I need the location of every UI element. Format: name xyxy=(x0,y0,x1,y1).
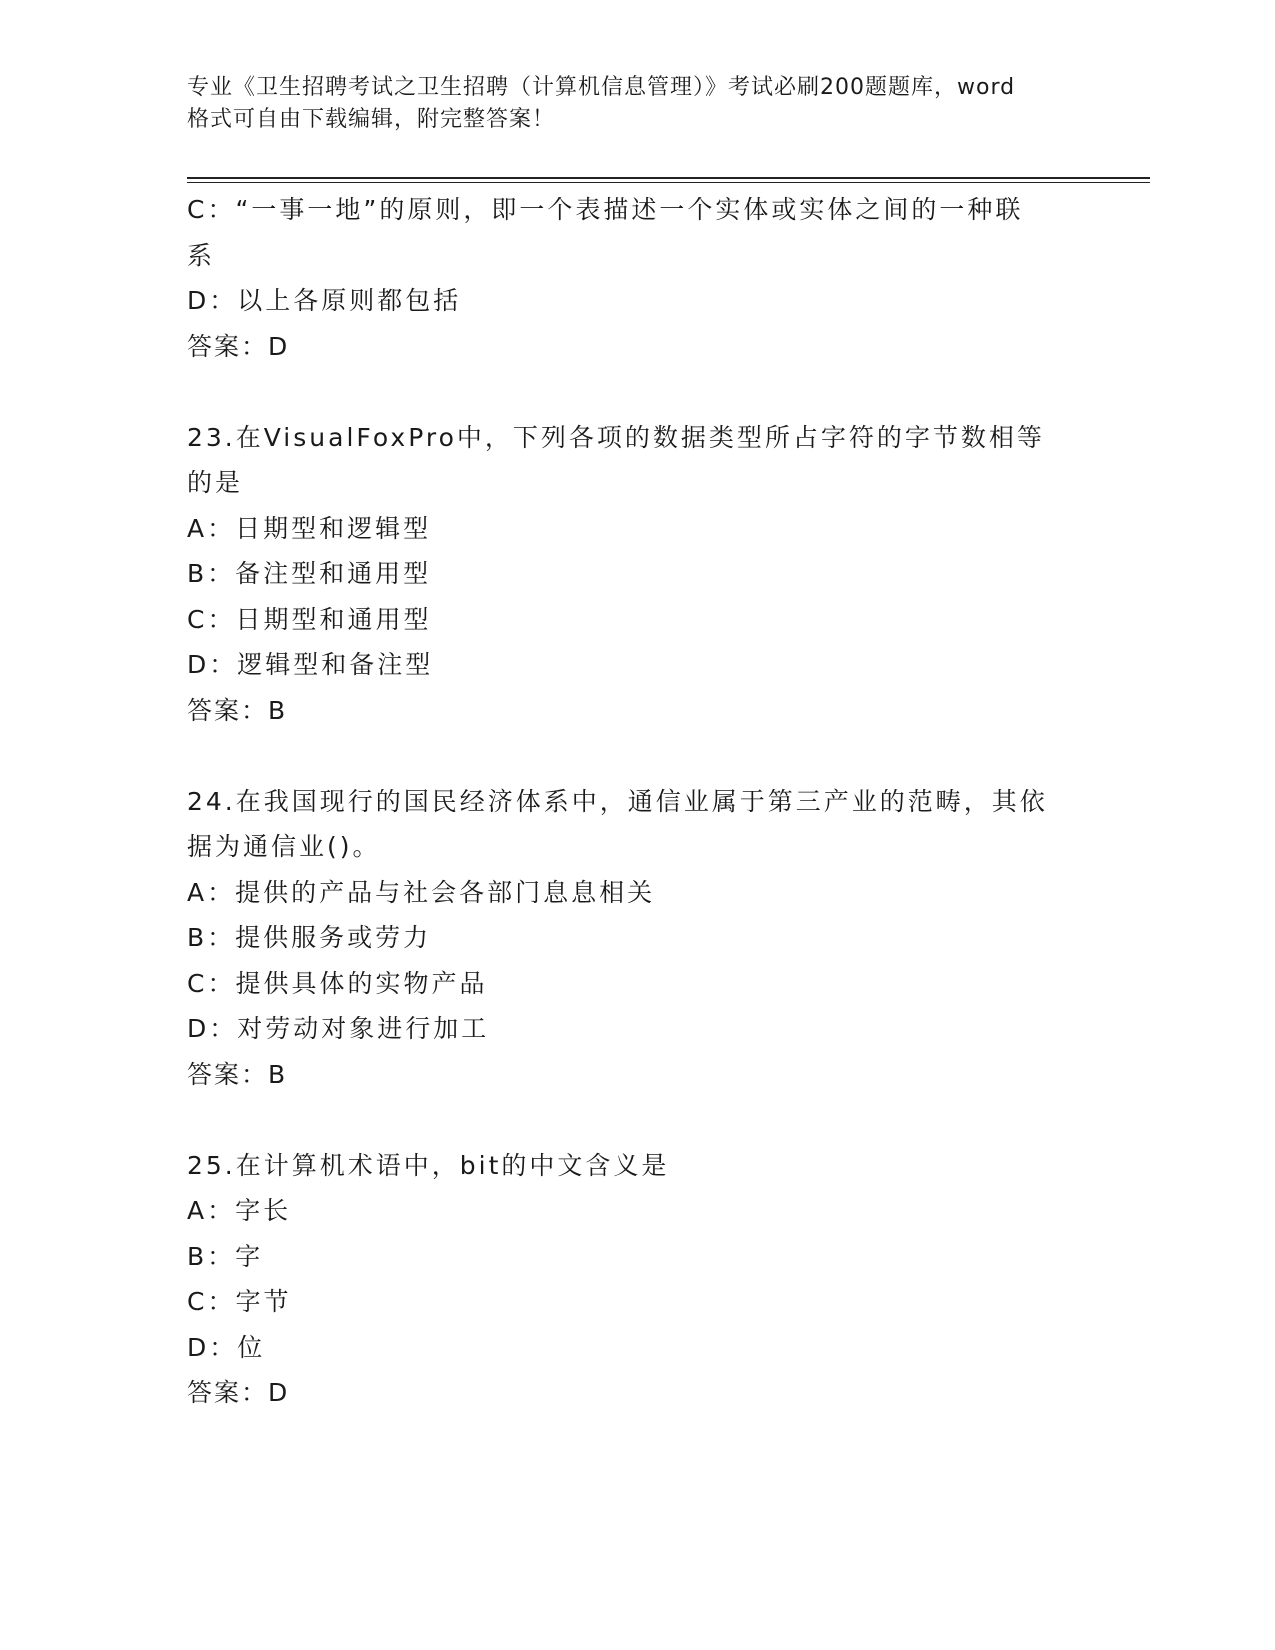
question-list xyxy=(187,187,1087,1416)
option-c-line-2: 系 xyxy=(187,240,216,270)
option-d: D：对劳动对象进行加工 xyxy=(187,1014,490,1043)
answer: 答案：B xyxy=(187,1059,288,1089)
question-stem-line-1: 23.在VisualFoxPro中，下列各项的数据类型所占字符的字节数相等 xyxy=(187,422,1045,452)
question-stem-line-2: 的是 xyxy=(187,468,244,497)
question-stem-line-1: 25.在计算机术语中，bit的中文含义是 xyxy=(187,1150,670,1180)
question-24 xyxy=(187,779,1087,1098)
option-a: A：提供的产品与社会各部门息息相关 xyxy=(187,877,656,907)
question-22-tail xyxy=(187,187,1087,369)
option-b: B：提供服务或劳力 xyxy=(187,923,432,952)
option-b: B：备注型和通用型 xyxy=(187,559,432,588)
question-23 xyxy=(187,415,1087,734)
option-d: D：以上各原则都包括 xyxy=(187,286,462,315)
document-header xyxy=(187,72,1087,136)
answer: 答案：D xyxy=(187,1378,290,1407)
header-divider-thin xyxy=(187,182,1150,183)
option-d: D：位 xyxy=(187,1332,266,1362)
answer: 答案：D xyxy=(187,331,290,361)
option-c: C：日期型和通用型 xyxy=(187,604,432,634)
question-25 xyxy=(187,1143,1087,1416)
header-divider-thick xyxy=(187,177,1150,179)
option-c-line-1: C：“一事一地”的原则，即一个表描述一个实体或实体之间的一种联 xyxy=(187,195,1024,224)
question-stem-line-2: 据为通信业()。 xyxy=(187,832,381,861)
question-stem-line-1: 24.在我国现行的国民经济体系中，通信业属于第三产业的范畴，其依 xyxy=(187,786,1048,816)
answer: 答案：B xyxy=(187,695,288,725)
option-b: B：字 xyxy=(187,1241,264,1271)
header-title-line-1: 专业《卫生招聘考试之卫生招聘（计算机信息管理）》考试必刷200题题库，word xyxy=(187,75,1016,100)
option-d: D：逻辑型和备注型 xyxy=(187,650,434,679)
option-a: A：字长 xyxy=(187,1196,292,1225)
spacer xyxy=(187,733,1087,779)
option-c: C：提供具体的实物产品 xyxy=(187,968,488,998)
header-title-line-2: 格式可自由下载编辑，附完整答案！ xyxy=(187,107,556,132)
spacer xyxy=(187,1097,1087,1143)
option-a: A：日期型和逻辑型 xyxy=(187,513,432,543)
spacer xyxy=(187,369,1087,415)
option-c: C：字节 xyxy=(187,1287,292,1316)
